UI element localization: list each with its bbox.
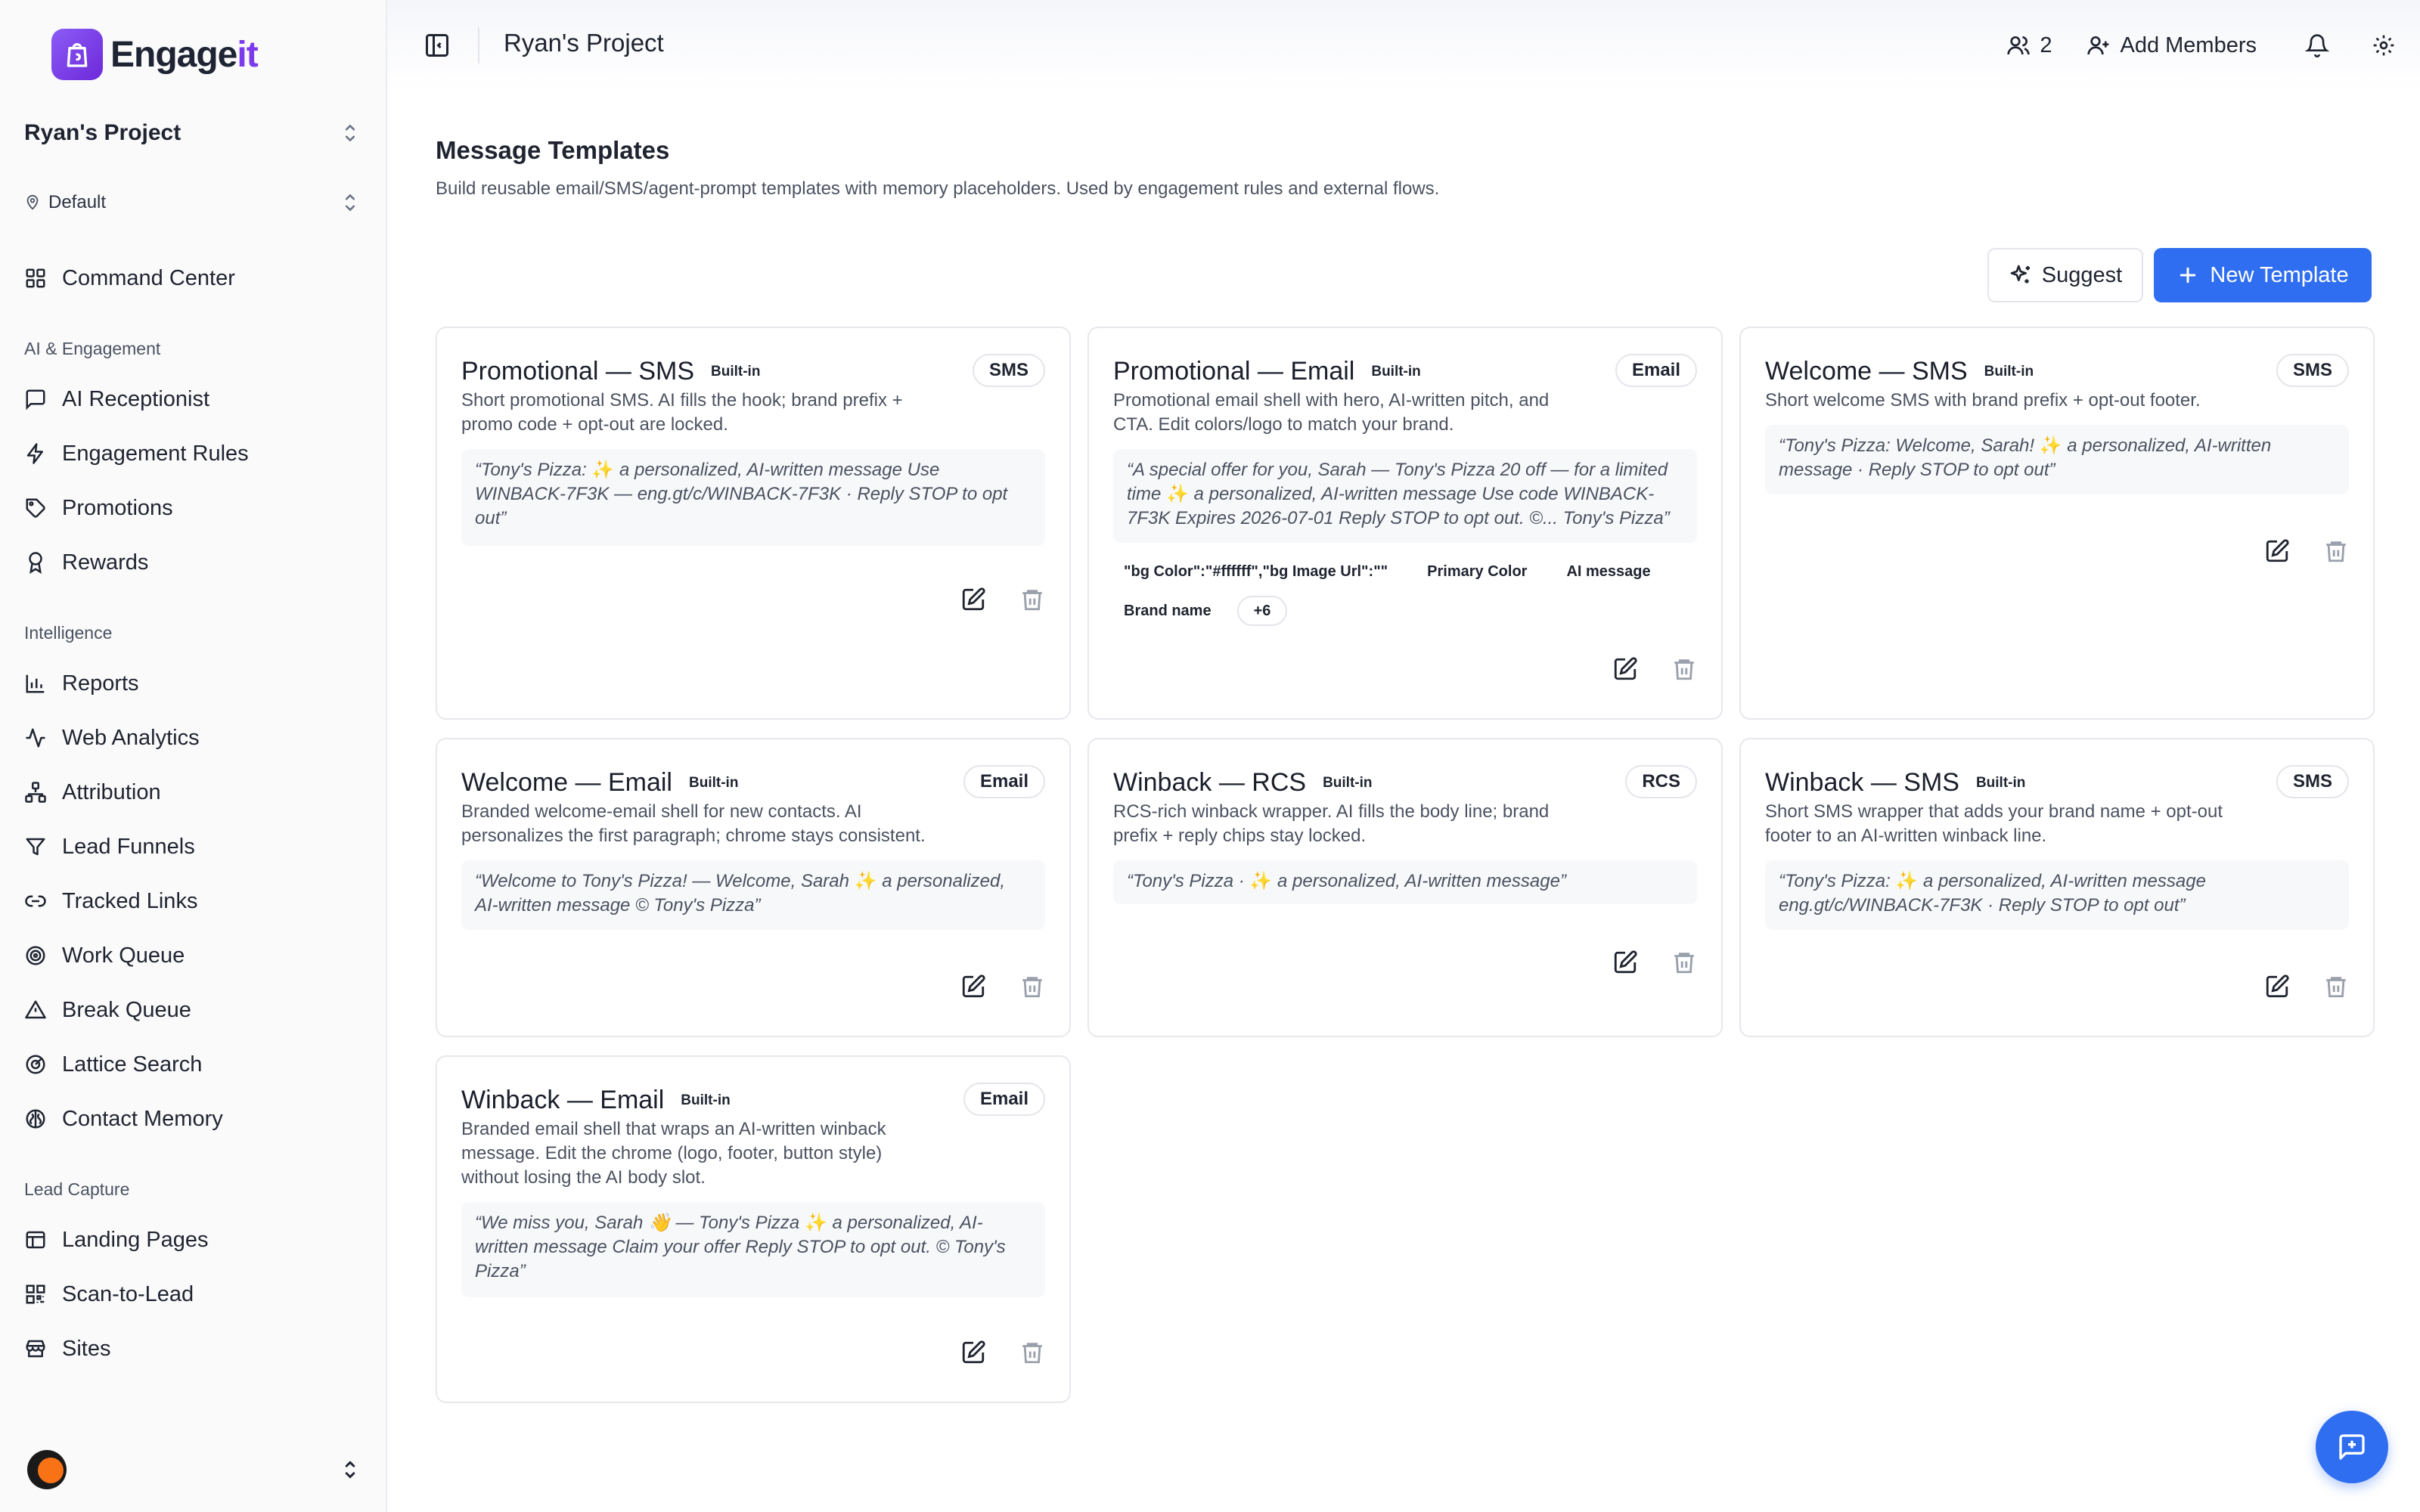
placeholder-chip: Primary Color bbox=[1427, 562, 1528, 580]
card-title: Welcome — SMS bbox=[1765, 357, 1968, 386]
card-description: Short welcome SMS with brand prefix + opt-out footer. bbox=[1765, 390, 2201, 411]
trash-icon[interactable] bbox=[1019, 1340, 1045, 1365]
sparkle-icon: ✨ bbox=[854, 871, 877, 891]
new-template-button[interactable]: New Template bbox=[2154, 248, 2372, 302]
built-in-badge: Built-in bbox=[1984, 363, 2034, 380]
sparkles-icon bbox=[2009, 263, 2033, 287]
edit-icon[interactable] bbox=[2264, 974, 2290, 999]
built-in-badge: Built-in bbox=[689, 774, 739, 791]
alert-triangle-icon bbox=[24, 999, 47, 1021]
card-title: Winback — Email bbox=[461, 1086, 665, 1114]
sidebar-item-tracked-links[interactable]: Tracked Links bbox=[24, 880, 368, 922]
sidebar-item-contact-memory[interactable]: Contact Memory bbox=[24, 1098, 368, 1140]
sidebar-item-ai-receptionist[interactable]: AI Receptionist bbox=[24, 378, 368, 420]
sidebar-item-break-queue[interactable]: Break Queue bbox=[24, 989, 368, 1031]
sparkle-icon: ✨ bbox=[1895, 871, 1919, 891]
channel-badge: Email bbox=[963, 765, 1045, 798]
tag-icon bbox=[24, 497, 47, 519]
built-in-badge: Built-in bbox=[1371, 363, 1421, 380]
template-card[interactable] bbox=[436, 327, 1071, 720]
filter-icon bbox=[24, 835, 47, 858]
suggest-button[interactable]: Suggest bbox=[1987, 248, 2143, 302]
sidebar-item-landing-pages[interactable]: Landing Pages bbox=[24, 1219, 368, 1261]
message-square-icon bbox=[24, 388, 47, 411]
project-name: Ryan's Project bbox=[24, 120, 182, 145]
members-button[interactable] bbox=[2006, 33, 2052, 58]
chat-icon bbox=[2337, 1432, 2367, 1462]
card-description: Branded welcome-email shell for new contacts. AI personalizes the first paragraph; chrome stays consistent. bbox=[461, 801, 926, 846]
card-description: RCS-rich winback wrapper. AI fills the body line; brand prefix + reply chips stay locked. bbox=[1113, 801, 1550, 846]
card-description: Short SMS wrapper that adds your brand name + opt-out footer to an AI-written winback line. bbox=[1765, 801, 2223, 846]
message-preview: “We miss you, Sarah 👋 — Tony's Pizza ✨ a personalized, AI-written message Claim your offer Reply STOP to opt out. © Tony's Pizza” bbox=[461, 1202, 1045, 1297]
more-placeholders-chip[interactable]: +6 bbox=[1237, 596, 1288, 626]
sidebar-scroll-fade bbox=[0, 1391, 386, 1421]
zap-icon bbox=[24, 442, 47, 465]
chat-fab-button[interactable] bbox=[2316, 1411, 2388, 1483]
placeholder-chip: "bg Color":"#ffffff","bg Image Url":"" bbox=[1124, 562, 1388, 580]
plus-icon bbox=[2176, 264, 2199, 287]
sidebar-toggle-icon[interactable] bbox=[424, 32, 451, 59]
sparkle-icon: ✨ bbox=[2039, 435, 2062, 456]
sparkle-icon: ✨ bbox=[591, 460, 615, 480]
channel-badge: SMS bbox=[2276, 765, 2349, 798]
channel-badge: RCS bbox=[1625, 765, 1697, 798]
channel-badge: SMS bbox=[2276, 354, 2349, 387]
sidebar-item-rewards[interactable]: Rewards bbox=[24, 541, 368, 584]
sidebar-item-scan-to-lead[interactable]: Scan-to-Lead bbox=[24, 1273, 368, 1315]
brand-name: Engageit bbox=[110, 34, 258, 75]
network-icon bbox=[24, 781, 47, 804]
top-bar bbox=[387, 0, 2420, 91]
sidebar-item-command-center[interactable]: Command Center bbox=[24, 257, 368, 299]
link-icon bbox=[24, 890, 47, 912]
template-card[interactable] bbox=[436, 738, 1071, 1037]
trash-icon[interactable] bbox=[1019, 587, 1045, 612]
environment-name: Default bbox=[48, 192, 107, 212]
template-card[interactable] bbox=[1087, 327, 1723, 720]
sidebar bbox=[0, 0, 387, 1512]
sidebar-nav bbox=[24, 0, 368, 1421]
edit-icon[interactable] bbox=[1612, 950, 1638, 975]
store-icon bbox=[24, 1337, 47, 1360]
card-description: Promotional email shell with hero, AI-written pitch, and CTA. Edit colors/logo to match your brand. bbox=[1113, 390, 1550, 435]
sidebar-item-engagement-rules[interactable]: Engagement Rules bbox=[24, 432, 368, 475]
add-members-button[interactable]: Add Members bbox=[2086, 33, 2257, 58]
sidebar-item-work-queue[interactable]: Work Queue bbox=[24, 934, 368, 977]
radar-icon bbox=[24, 1053, 47, 1076]
message-preview: “Tony's Pizza · ✨ a personalized, AI-written message” bbox=[1113, 860, 1697, 904]
template-card[interactable] bbox=[1739, 738, 2375, 1037]
gear-icon[interactable] bbox=[2372, 33, 2396, 57]
placeholder-chip: Brand name bbox=[1124, 602, 1212, 619]
trash-icon[interactable] bbox=[1671, 950, 1697, 975]
trash-icon[interactable] bbox=[1671, 656, 1697, 682]
avatar bbox=[27, 1450, 67, 1489]
sparkle-icon: ✨ bbox=[1249, 871, 1273, 891]
sidebar-item-lead-funnels[interactable]: Lead Funnels bbox=[24, 826, 368, 868]
card-title: Winback — SMS bbox=[1765, 768, 1959, 797]
built-in-badge: Built-in bbox=[1323, 774, 1373, 791]
activity-icon bbox=[24, 727, 47, 749]
breadcrumb-project: Ryan's Project bbox=[504, 29, 664, 57]
target-icon bbox=[24, 944, 47, 967]
template-card[interactable] bbox=[1739, 327, 2375, 720]
card-description: Short promotional SMS. AI fills the hook; brand prefix + promo code + opt-out are locked. bbox=[461, 390, 903, 435]
message-preview: “Tony's Pizza: ✨ a personalized, AI-written message Use WINBACK-7F3K — eng.gt/c/WINBACK-7F3K · Reply STOP to opt out” bbox=[461, 449, 1045, 546]
sidebar-item-attribution[interactable]: Attribution bbox=[24, 771, 368, 813]
layout-icon bbox=[24, 1228, 47, 1251]
message-preview: “Tony's Pizza: ✨ a personalized, AI-written message eng.gt/c/WINBACK-7F3K · Reply STOP to opt out” bbox=[1765, 860, 2349, 930]
placeholder-chips bbox=[1110, 556, 1697, 626]
section-intelligence: Intelligence bbox=[24, 623, 113, 643]
sparkle-icon: ✨ bbox=[804, 1213, 827, 1233]
divider bbox=[478, 27, 479, 64]
message-preview: “Welcome to Tony's Pizza! — Welcome, Sarah ✨ a personalized, AI-written message © Tony's Pizza” bbox=[461, 860, 1045, 930]
card-description: Branded email shell that wraps an AI-written winback message. Edit the chrome (logo, footer, button style) without losing the AI body slot. bbox=[461, 1119, 886, 1188]
grid-icon bbox=[24, 267, 47, 290]
trash-icon[interactable] bbox=[1019, 974, 1045, 999]
built-in-badge: Built-in bbox=[681, 1092, 731, 1108]
chevrons-updown-icon bbox=[342, 1458, 358, 1482]
page-title: Message Templates bbox=[436, 136, 670, 164]
channel-badge: SMS bbox=[973, 354, 1045, 387]
section-ai-engagement: AI & Engagement bbox=[24, 339, 161, 358]
bell-icon[interactable] bbox=[2305, 33, 2329, 57]
sidebar-item-lattice-search[interactable]: Lattice Search bbox=[24, 1043, 368, 1086]
brain-icon bbox=[24, 1108, 47, 1130]
card-title: Welcome — Email bbox=[461, 768, 672, 797]
sidebar-item-promotions[interactable]: Promotions bbox=[24, 487, 368, 529]
edit-icon[interactable] bbox=[960, 1340, 986, 1365]
sidebar-item-sites[interactable]: Sites bbox=[24, 1328, 368, 1370]
card-title: Promotional — Email bbox=[1113, 357, 1355, 386]
card-title: Winback — RCS bbox=[1113, 768, 1307, 797]
user-menu[interactable] bbox=[27, 1448, 358, 1491]
sparkle-icon: ✨ bbox=[1166, 484, 1189, 504]
template-card[interactable] bbox=[436, 1055, 1071, 1403]
topbar-actions bbox=[2006, 27, 2396, 64]
built-in-badge: Built-in bbox=[711, 363, 761, 380]
channel-badge: Email bbox=[1615, 354, 1697, 387]
user-plus-icon bbox=[2086, 33, 2111, 57]
qr-code-icon bbox=[24, 1283, 47, 1306]
template-card[interactable] bbox=[1087, 738, 1723, 1037]
edit-icon[interactable] bbox=[960, 974, 986, 999]
edit-icon[interactable] bbox=[2264, 538, 2290, 564]
placeholder-chip: AI message bbox=[1566, 562, 1651, 580]
edit-icon[interactable] bbox=[1612, 656, 1638, 682]
page-subtitle: Build reusable email/SMS/agent-prompt templates with memory placeholders. Used by engagement rules and external flows. bbox=[436, 178, 1440, 199]
section-lead-capture: Lead Capture bbox=[24, 1179, 130, 1199]
built-in-badge: Built-in bbox=[1975, 774, 2026, 791]
trash-icon[interactable] bbox=[2323, 538, 2349, 564]
trash-icon[interactable] bbox=[2323, 974, 2349, 999]
channel-badge: Email bbox=[963, 1083, 1045, 1116]
sidebar-item-web-analytics[interactable]: Web Analytics bbox=[24, 717, 368, 759]
users-icon bbox=[2006, 33, 2031, 57]
member-count: 2 bbox=[2040, 33, 2052, 57]
message-preview: “A special offer for you, Sarah — Tony's Pizza 20 off — for a limited time ✨ a personalized, AI-written message Use code WINBACK-7F3K Expires 2026-07-01 Reply STOP to opt out. ©... Tony's Pizza” bbox=[1113, 449, 1697, 543]
edit-icon[interactable] bbox=[960, 587, 986, 612]
sidebar-item-reports[interactable]: Reports bbox=[24, 662, 368, 705]
award-icon bbox=[24, 551, 47, 574]
card-title: Promotional — SMS bbox=[461, 357, 694, 386]
message-preview: “Tony's Pizza: Welcome, Sarah! ✨ a personalized, AI-written message · Reply STOP to opt out” bbox=[1765, 425, 2349, 494]
bar-chart-icon bbox=[24, 672, 47, 695]
